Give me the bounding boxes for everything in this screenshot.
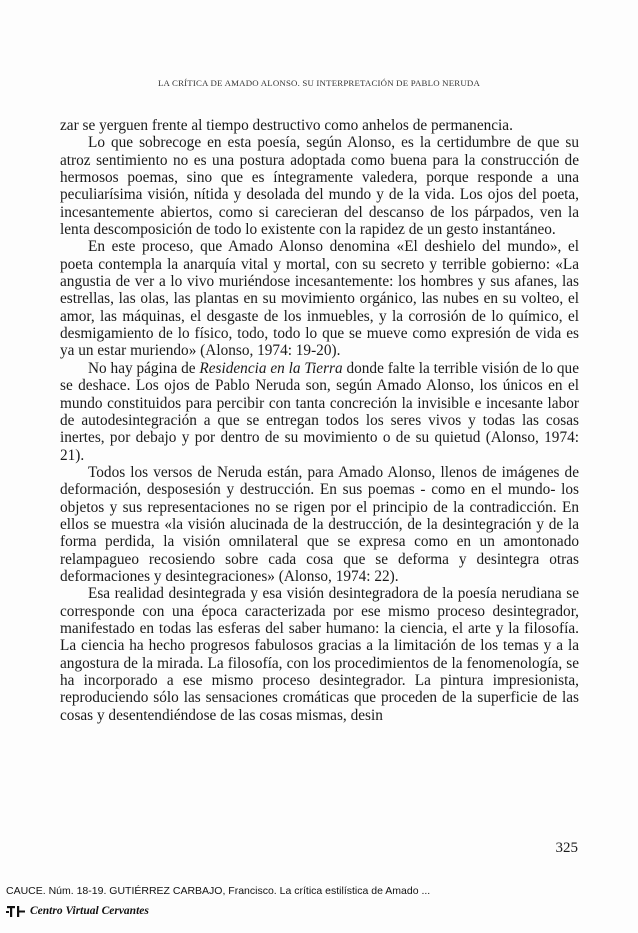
text-segment: No hay página de: [88, 359, 200, 377]
text-segment: zar se yerguen frente al tiempo destructivo como anhelos de permanencia.: [60, 117, 513, 134]
paragraph: [60, 464, 579, 585]
paragraph: [60, 117, 579, 134]
text-segment: Lo que sobrecoge en esta poesía, según Alonso, es la certidumbre de que su atroz sentimiento no es una postura adoptada como buena para la construcción de hermosos poemas, sino que es íntegramente valedera, porque responde a una peculiarísima visión, nítida y desolada del mundo y de la vida. Los ojos del poeta, incesantemente abiertos, como si carecieran del descanso de los párpados, ven la lenta descomposición de todo lo existente con la rapidez de un gesto instantáneo.: [60, 134, 579, 239]
body-text: [60, 117, 579, 724]
text-segment: donde falte la terrible visión de lo que se deshace. Los ojos de Pablo Neruda son, según Amado Alonso, los únicos en el mundo constituidos para percibir con tanta concreción la invisible e incesante labor de autodesintegración a que se entregan todos los seres vivos y todas las cosas inertes, por debajo y por dentro de su movimiento o de su quietud (Alonso, 1974: 21).: [60, 359, 579, 464]
paragraph: [60, 134, 579, 238]
cvc-logo-icon: [6, 904, 26, 918]
text-segment: Todos los versos de Neruda están, para Amado Alonso, llenos de imágenes de deformación, desposesión y destrucción. En sus poemas - como en el mundo- los objetos y sus representaciones no se rigen por el principio de la contradicción. En ellos se muestra «la visión alucinada de la destrucción, de la desintegración y de la forma perdida, la visión omnilateral que se expresa como en un amontonado relampagueo recosiendo sobre cada cosa que se deforma y desintegra otras deformaciones y desintegraciones» (Alonso, 1974: 22).: [60, 463, 579, 585]
page-number: 325: [555, 840, 578, 856]
footer-brand-link[interactable]: [6, 904, 149, 918]
paragraph: [60, 585, 579, 724]
italic-title: Residencia en la Tierra: [199, 359, 343, 377]
paragraph: [60, 238, 579, 359]
text-segment: Esa realidad desintegrada y esa visión desintegradora de la poesía nerudiana se corresponde con una época caracterizada por ese mismo proceso desintegrador, manifestado en todas las esferas del saber humano: la ciencia, el arte y la filosofía. La ciencia ha hecho progresos fabulosos gracias a la limitación de los temas y a la angostura de la mirada. La filosofía, con los procedimientos de la fenomenología, se ha incorporado a ese mismo proceso desintegrador. La pintura impresionista, reproduciendo sólo las sensaciones cromáticas que proceden de la superficie de las cosas y desentendiéndose de las cosas mismas, desin: [60, 585, 579, 724]
text-segment: En este proceso, que Amado Alonso denomina «El deshielo del mundo», el poeta contempla la anarquía vital y mortal, con su secreto y terrible gobierno: «La angustia de ver a lo vivo muriéndose incesantemente: los hombres y sus afanes, las estrellas, las olas, las plantas en su movimiento orgánico, las nubes en su volteo, el amor, las máquinas, el desgaste de los inmuebles, y la corrosión de lo químico, el desmigamiento de lo físico, todo, todo lo que se mueve como expresión de vida es ya un estar muriendo» (Alonso, 1974: 19-20).: [60, 238, 579, 360]
running-head: LA CRÍTICA DE AMADO ALONSO. SU INTERPRETACIÓN DE PABLO NERUDA: [157, 78, 480, 88]
paragraph: [60, 360, 579, 464]
footer-citation-link[interactable]: CAUCE. Núm. 18-19. GUTIÉRREZ CARBAJO, Francisco. La crítica estilística de Amado ...: [6, 885, 431, 897]
brand-label: Centro Virtual Cervantes: [30, 905, 149, 917]
